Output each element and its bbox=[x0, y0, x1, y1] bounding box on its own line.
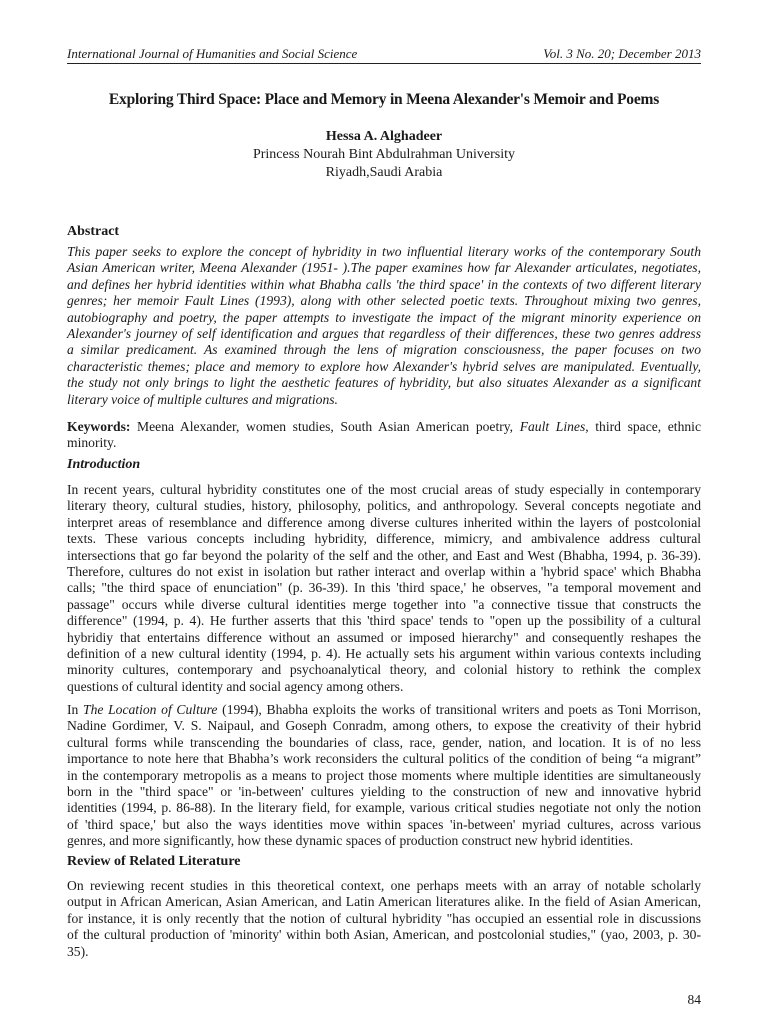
text-line: autobiography and poetry, the paper attempts to investigate the impact of the migrant minority experience on bbox=[67, 309, 701, 325]
text-line: 35). bbox=[67, 943, 89, 959]
text-line: minority. bbox=[67, 435, 117, 451]
text-line bbox=[67, 419, 701, 435]
text-line: Asian American writer, Meena Alexander (1951- ).The paper examines how far Alexander articulates, negotiates, bbox=[67, 260, 701, 276]
paper-title: Exploring Third Space: Place and Memory in Meena Alexander's Memoir and Poems bbox=[108, 91, 660, 108]
text-line: On reviewing recent studies in this theoretical context, one perhaps meets with an array of notable scholarly bbox=[67, 878, 701, 893]
text-line: Therefore, cultures do not exist in isolation but rather interact and overlap within a 'hybrid space' which Bhabha bbox=[67, 564, 701, 580]
page-number: 84 bbox=[687, 992, 701, 1007]
text-line: in the contemporary metropolis as a means to project those moments where multiple identities are simultaneously bbox=[67, 767, 701, 783]
author-name: Hessa A. Alghadeer bbox=[325, 129, 443, 144]
running-header bbox=[67, 46, 701, 64]
introduction-heading: Introduction bbox=[67, 457, 141, 472]
issue-info: Vol. 3 No. 20; December 2013 bbox=[543, 46, 701, 61]
text-line: calls; "the third space of enunciation" (p. 36-39). In this 'third space,' he observes, "a temporal movement and bbox=[67, 580, 701, 596]
text-line: for instance, it is only recently that the notion of cultural hybridity "has occupied an essential role in discussions bbox=[67, 910, 701, 926]
text-line: genres; her memoir Fault Lines (1993), along with other selected poetic texts. Throughout mixing two genres, bbox=[67, 293, 701, 309]
text-line: questions of cultural identity and social agency among others. bbox=[67, 678, 404, 694]
text-line: genres, and more significantly, how these dynamic spaces of production construct new hybrid identities. bbox=[67, 833, 634, 849]
text-line: intersections that go far beyond the polarity of the self and the other, and East and West (Bhabha, 1994, p. 36-39). bbox=[67, 547, 701, 563]
italic-title: The Location of Culture bbox=[83, 702, 218, 717]
text-line: and defines her hybrid identities within what Bhabha calls 'the third space' in the contexts of two different literary bbox=[67, 276, 701, 292]
label: Keywords: bbox=[67, 419, 131, 434]
text-line: the study not only brings to light the aesthetic features of hybridity, but also situates Alexander as a significant bbox=[67, 375, 701, 391]
text-line: cultural forms while transcending the boundaries of class, race, gender, nation, and location. It is of no less bbox=[67, 734, 701, 750]
text-line: In recent years, cultural hybridity constitutes one of the most crucial areas of study especially in contemporary bbox=[67, 482, 701, 497]
text-line: characteristic themes; place and memory to explore how Alexander's hybrid selves are manipulated. Eventually, bbox=[67, 358, 701, 374]
text-line: output in African American, Asian American, and Latin American literatures alike. In the field of Asian American, bbox=[67, 894, 701, 910]
review-heading: Review of Related Literature bbox=[67, 854, 241, 869]
text-segment: In bbox=[67, 702, 84, 717]
text-line: passage" occurs while diverse cultural identities merge together into "a connective tissue that constructs the bbox=[67, 596, 701, 612]
review-paragraph-1 bbox=[67, 878, 701, 960]
text-line: literary theory, cultural studies, history, philosophy, politics, and anthropology. Several concepts negotiate and bbox=[67, 498, 701, 514]
text-segment: (1994), Bhabha exploits the works of transitional writers and poets as Toni Morrison, bbox=[217, 702, 702, 717]
text-line: difference" (1994, p. 4). He further asserts that this 'third space' tends to "open up the possibility of a cultural bbox=[67, 613, 701, 629]
text-line: of 'third space,' but also the ways identities move within spaces 'in-between' myriad cultures, across various bbox=[67, 816, 701, 832]
introduction-paragraph-2 bbox=[67, 702, 701, 850]
text-line: born in the "third space" or 'in-between' cultures yielding to the construction of new and innovative hybrid bbox=[67, 784, 701, 800]
text-line: a similar predicament. As examined through the lens of migration consciousness, the paper focuses on two bbox=[67, 342, 701, 358]
text-line bbox=[67, 702, 701, 718]
abstract-heading: Abstract bbox=[67, 224, 120, 239]
author-affiliation: Princess Nourah Bint Abdulrahman University bbox=[252, 147, 516, 162]
text-line: identities (1994, p. 86-88). In the literary field, for example, various critical studies negotiate not only the notion bbox=[67, 800, 701, 816]
text-line: of the cultural production of 'minority' within both Asian, American, and postcolonial studies," (yao, 2003, p. 30- bbox=[67, 927, 701, 943]
italic-title: Fault Lines bbox=[519, 419, 586, 434]
introduction-paragraph-1 bbox=[67, 482, 701, 695]
text-segment: , third space, ethnic bbox=[585, 419, 701, 434]
text-line: literary voice of multiple cultures and migrations. bbox=[67, 391, 338, 407]
text-line: Nadine Gordimer, V. S. Naipaul, and Goseph Conradm, among others, to expose the creativity of their hybrid bbox=[67, 718, 701, 734]
keywords bbox=[67, 419, 701, 452]
text-line: Alexander's journey of self identification and argues that regardless of their differences, these two genres address bbox=[67, 326, 701, 342]
text-line: hybridiy that entertains difference without an assumed or imposed hierarchy" and consequently reshapes the bbox=[67, 629, 701, 645]
author-location: Riyadh,Saudi Arabia bbox=[325, 165, 443, 180]
text-segment: Meena Alexander, women studies, South Asian American poetry, bbox=[130, 419, 520, 434]
text-line: This paper seeks to explore the concept of hybridity in two influential literary works of the contemporary South bbox=[67, 244, 701, 259]
abstract-text bbox=[67, 244, 701, 408]
text-line: interpret areas of resemblance and difference among diverse cultures inherited within the layers of postcolonial bbox=[67, 514, 701, 530]
text-line: importance to note here that Bhabha’s work reconsiders the cultural politics of the condition of being “a migrant” bbox=[67, 751, 701, 767]
text-line: texts. These various concepts including hybridity, difference, mimicry, and ambivalence address cultural bbox=[67, 531, 701, 547]
text-line: definition of a new cultural identity (1994, p. 4). He actually sets his argument within various contexts including bbox=[67, 646, 701, 662]
journal-name: International Journal of Humanities and Social Science bbox=[67, 46, 358, 61]
text-line: minority cultures, contemporary and psychoanalytical theory, and colonial history to rethink the complex bbox=[67, 662, 701, 678]
